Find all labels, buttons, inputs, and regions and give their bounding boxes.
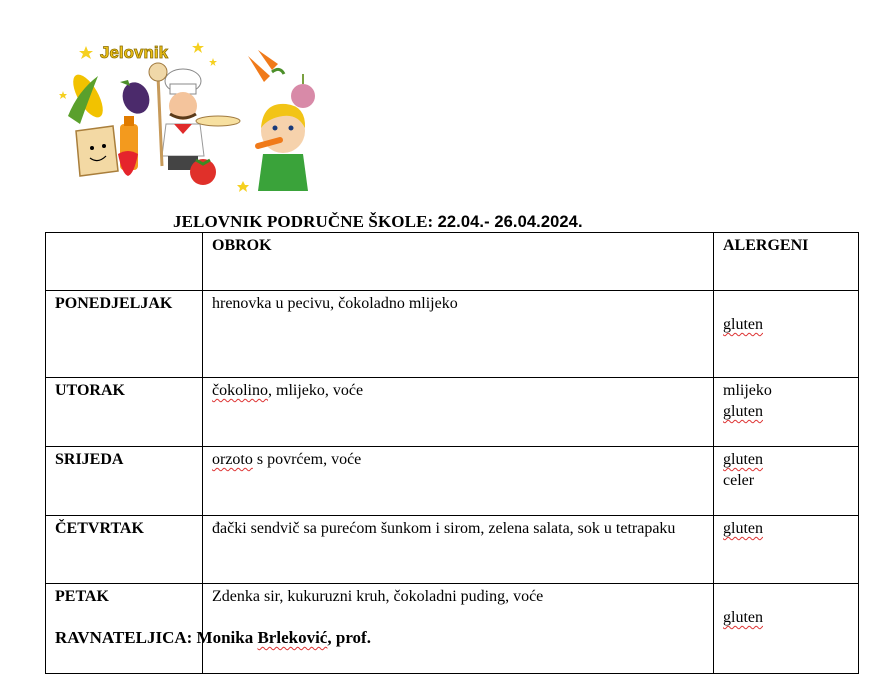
allergen-item: mlijeko — [723, 382, 772, 399]
allergens-cell — [714, 447, 859, 516]
corn-icon — [67, 70, 108, 124]
table-header-row — [46, 233, 859, 291]
logo-text: Jelovnik — [100, 43, 169, 62]
menu-table — [45, 232, 859, 674]
meal-text: s povrćem, voće — [252, 451, 362, 468]
menu-title-label: JELOVNIK PODRUČNE ŠKOLE: — [173, 212, 438, 231]
table-row — [46, 378, 859, 447]
allergen-item: gluten — [723, 316, 763, 333]
table-row — [46, 447, 859, 516]
meal-text: , mlijeko, voće — [268, 382, 364, 399]
allergens-cell — [714, 584, 859, 674]
boy-icon — [258, 104, 308, 191]
allergen-item: gluten — [723, 520, 763, 537]
day-cell: SRIJEDA — [46, 447, 203, 516]
day-cell: PETAK — [46, 584, 203, 674]
allergens-cell — [714, 291, 859, 378]
day-cell: ČETVRTAK — [46, 516, 203, 584]
menu-title-dates: 22.04.- 26.04.2024. — [437, 213, 583, 231]
menu-title — [173, 212, 583, 232]
header-allergens: ALERGENI — [714, 233, 859, 291]
table-row — [46, 516, 859, 584]
jelovnik-logo-illustration — [58, 36, 330, 194]
chef-icon — [149, 63, 240, 170]
allergen-item: celer — [723, 472, 755, 489]
day-cell: UTORAK — [46, 378, 203, 447]
sandwich-icon — [76, 126, 118, 176]
strawberry-icon — [118, 151, 138, 176]
meal-cell: Zdenka sir, kukuruzni kruh, čokoladni puding, voće — [203, 584, 714, 674]
principal-label: RAVNATELJICA: Monika — [55, 628, 258, 647]
header-day — [46, 233, 203, 291]
meal-cell: đački sendvič sa purećom šunkom i sirom, zelena salata, sok u tetrapaku — [203, 516, 714, 584]
allergen-item: gluten — [723, 403, 763, 420]
meal-text-flagged: čokolino — [212, 382, 268, 399]
meal-cell — [203, 378, 714, 447]
allergens-cell — [714, 378, 859, 447]
principal-signature-line — [55, 628, 371, 648]
principal-suffix: , prof. — [327, 628, 371, 647]
table-row — [46, 291, 859, 378]
allergens-cell — [714, 516, 859, 584]
allergen-item: gluten — [723, 609, 763, 626]
carrot-icon — [248, 50, 284, 82]
meal-text-flagged: orzoto — [212, 451, 253, 468]
tomato-icon — [190, 159, 216, 185]
allergen-item: gluten — [723, 451, 763, 468]
onion-icon — [291, 74, 315, 108]
principal-surname: Brleković — [257, 628, 328, 647]
meal-cell: hrenovka u pecivu, čokoladno mlijeko — [203, 291, 714, 378]
header-meal: OBROK — [203, 233, 714, 291]
meal-cell — [203, 447, 714, 516]
day-cell: PONEDJELJAK — [46, 291, 203, 378]
eggplant-icon — [118, 79, 153, 118]
